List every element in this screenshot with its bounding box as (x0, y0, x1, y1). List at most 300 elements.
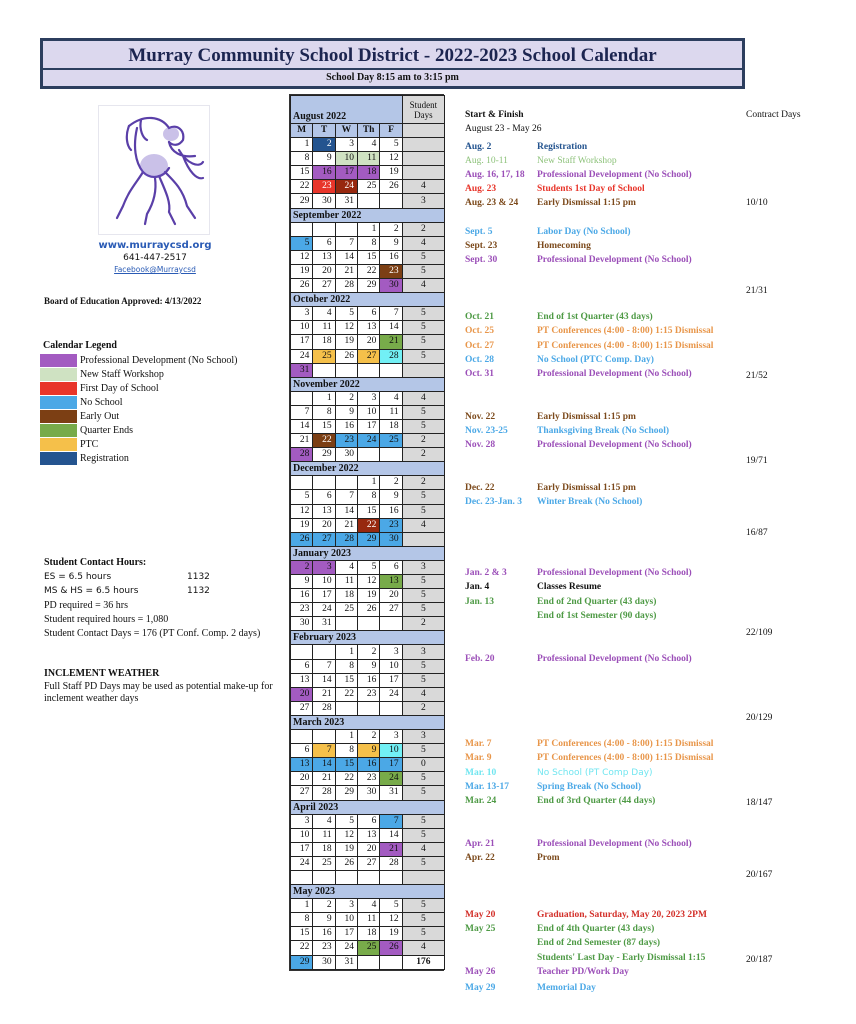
day-cell: 5 (291, 490, 313, 504)
week-row (291, 645, 445, 659)
event-date: Apr. 22 (465, 853, 495, 863)
week-row (291, 518, 445, 532)
event-description: Professional Development (No School) (537, 440, 692, 450)
day-cell: 21 (335, 518, 357, 532)
week-row (291, 307, 445, 321)
event-description: End of 2nd Quarter (43 days) (537, 597, 657, 607)
week-row (291, 222, 445, 236)
day-cell: 19 (291, 264, 313, 278)
day-cell: 9 (357, 659, 379, 673)
student-days-count: 5 (402, 349, 444, 363)
day-cell: 2 (313, 899, 335, 913)
day-cell (313, 363, 335, 377)
day-cell: 15 (291, 927, 313, 941)
week-row (291, 448, 445, 462)
event-item (465, 853, 560, 863)
day-cell: 23 (335, 434, 357, 448)
contract-days-value: 22/109 (746, 628, 773, 638)
event-date: May 25 (465, 924, 496, 934)
event-description: Professional Development (No School) (537, 654, 692, 664)
event-date: Aug. 23 (465, 184, 497, 194)
month-header (291, 546, 445, 560)
event-description: Students 1st Day of School (537, 184, 645, 194)
student-days-count: 5 (402, 659, 444, 673)
student-days-count: 5 (402, 490, 444, 504)
day-cell: 14 (313, 758, 335, 772)
event-date: Nov. 22 (465, 412, 496, 422)
event-item (465, 967, 629, 977)
event-description: Professional Development (No School) (537, 255, 692, 265)
day-cell: 19 (380, 927, 402, 941)
event-description: No School (PTC Comp. Day) (537, 355, 654, 365)
day-cell (380, 617, 402, 631)
event-item (465, 839, 692, 849)
event-date: Aug. 23 & 24 (465, 198, 519, 208)
day-cell: 12 (380, 913, 402, 927)
day-cell: 4 (357, 138, 379, 152)
event-item (465, 440, 692, 450)
day-cell: 7 (313, 744, 335, 758)
day-cell: 24 (380, 687, 402, 701)
day-cell: 30 (380, 532, 402, 546)
student-days-count: 4 (402, 180, 444, 194)
day-cell: 18 (313, 335, 335, 349)
weekday-label: Th (357, 124, 379, 138)
event-date: Oct. 31 (465, 369, 495, 379)
event-date: Oct. 28 (465, 355, 495, 365)
day-cell: 22 (335, 687, 357, 701)
week-row (291, 321, 445, 335)
day-cell: 31 (291, 363, 313, 377)
legend-swatch (40, 368, 77, 381)
event-date: May 20 (465, 910, 496, 920)
day-cell: 5 (335, 814, 357, 828)
event-date: Dec. 22 (465, 483, 495, 493)
month-name: March 2023 (291, 715, 445, 729)
day-cell: 2 (335, 391, 357, 405)
day-cell: 16 (335, 419, 357, 433)
student-days-count: 4 (402, 687, 444, 701)
day-cell: 31 (313, 617, 335, 631)
facebook-link[interactable]: Facebook@Murraycsd (114, 265, 196, 274)
day-cell: 13 (357, 321, 379, 335)
event-item (465, 184, 645, 194)
day-cell: 13 (291, 758, 313, 772)
hours-note: PD required = 36 hrs (44, 599, 128, 611)
week-row (291, 166, 445, 180)
month-header (291, 631, 445, 645)
event-item (465, 938, 660, 948)
event-item (465, 983, 596, 993)
event-item (465, 341, 713, 351)
day-cell: 9 (380, 490, 402, 504)
day-cell: 17 (335, 166, 357, 180)
day-cell: 1 (291, 138, 313, 152)
month-name: November 2022 (291, 377, 445, 391)
day-cell: 9 (357, 744, 379, 758)
weekday-label: T (313, 124, 335, 138)
event-description: Professional Development (No School) (537, 568, 692, 578)
event-item (465, 753, 713, 763)
contract-days-value: 20/187 (746, 955, 773, 965)
week-row (291, 504, 445, 518)
week-row (291, 814, 445, 828)
event-date (465, 953, 537, 963)
day-cell: 30 (380, 279, 402, 293)
week-row (291, 194, 445, 208)
day-cell: 2 (357, 730, 379, 744)
day-cell: 11 (335, 575, 357, 589)
month-name: August 2022 (291, 96, 403, 124)
day-cell: 27 (313, 279, 335, 293)
event-date: Sept. 30 (465, 255, 498, 265)
student-days-count: 4 (402, 279, 444, 293)
student-days-count: 5 (402, 927, 444, 941)
event-item (465, 241, 591, 251)
legend-swatch (40, 396, 77, 409)
day-cell (357, 363, 379, 377)
week-row (291, 899, 445, 913)
contact-info (60, 240, 250, 274)
contract-days-value: 20/167 (746, 870, 773, 880)
legend-label: No School (80, 396, 123, 408)
event-date: Mar. 9 (465, 753, 492, 763)
student-days-count (402, 870, 444, 884)
day-cell: 14 (380, 828, 402, 842)
week-row (291, 250, 445, 264)
week-row (291, 842, 445, 856)
student-days-count: 5 (402, 589, 444, 603)
day-cell: 15 (291, 166, 313, 180)
day-cell (357, 448, 379, 462)
day-cell: 9 (380, 236, 402, 250)
weekday-label: M (291, 124, 313, 138)
contract-days-value: 10/10 (746, 198, 768, 208)
day-cell: 13 (380, 575, 402, 589)
day-cell: 26 (380, 180, 402, 194)
day-cell (335, 363, 357, 377)
event-description: PT Conferences (4:00 - 8:00) 1:15 Dismissal (537, 753, 714, 763)
day-cell: 9 (313, 152, 335, 166)
event-item (465, 412, 636, 422)
day-cell: 13 (357, 828, 379, 842)
day-cell: 28 (335, 532, 357, 546)
student-days-count: 5 (402, 772, 444, 786)
day-cell: 15 (357, 504, 379, 518)
day-cell: 13 (313, 250, 335, 264)
week-row (291, 335, 445, 349)
day-cell: 14 (313, 673, 335, 687)
hours-line: MS & HS = 6.5 hours 1132 (44, 586, 210, 597)
day-cell: 27 (291, 786, 313, 800)
legend-item (40, 437, 237, 451)
legend-item (40, 381, 237, 395)
student-days-count: 5 (402, 899, 444, 913)
day-cell: 20 (380, 589, 402, 603)
student-days-count: 3 (402, 645, 444, 659)
contract-days-value: 18/147 (746, 798, 773, 808)
weather-text: Full Staff PD Days may be used as potential make-up for inclement weather days (44, 680, 273, 704)
day-cell: 20 (313, 518, 335, 532)
event-item (465, 312, 653, 322)
day-cell: 10 (291, 321, 313, 335)
week-row (291, 532, 445, 546)
week-row (291, 236, 445, 250)
week-row (291, 419, 445, 433)
week-row (291, 363, 445, 377)
month-header (291, 208, 445, 222)
day-cell (291, 730, 313, 744)
event-description: Graduation, Saturday, May 20, 2023 2PM (537, 910, 707, 920)
legend-swatch (40, 438, 77, 451)
student-days-count: 5 (402, 814, 444, 828)
day-cell: 22 (335, 772, 357, 786)
weekday-label: W (335, 124, 357, 138)
day-cell: 12 (291, 250, 313, 264)
website-link[interactable]: www.murraycsd.org (98, 240, 212, 251)
day-cell (380, 701, 402, 715)
student-days-count: 5 (402, 504, 444, 518)
event-date: May 26 (465, 967, 496, 977)
month-name: April 2023 (291, 800, 445, 814)
day-cell (335, 476, 357, 490)
day-cell: 24 (357, 434, 379, 448)
legend-item (40, 395, 237, 409)
legend-label: Early Out (80, 410, 120, 422)
day-cell: 4 (380, 391, 402, 405)
inclement-weather (44, 668, 284, 706)
day-cell: 8 (291, 152, 313, 166)
day-cell: 29 (291, 194, 313, 208)
student-days-count: 5 (402, 828, 444, 842)
event-item (465, 654, 692, 664)
event-item (465, 326, 713, 336)
day-cell: 27 (357, 856, 379, 870)
day-cell: 8 (357, 236, 379, 250)
week-row (291, 927, 445, 941)
event-item (465, 142, 587, 152)
event-item (465, 497, 642, 507)
day-cell: 6 (357, 814, 379, 828)
school-year-range: August 23 - May 26 (465, 124, 542, 134)
day-cell: 9 (335, 405, 357, 419)
day-cell: 11 (357, 913, 379, 927)
day-cell: 29 (291, 955, 313, 969)
day-cell (357, 617, 379, 631)
day-cell (291, 870, 313, 884)
day-cell (335, 701, 357, 715)
legend-swatch (40, 424, 77, 437)
hours-line: ES = 6.5 hours 1132 (44, 572, 210, 583)
event-date: Mar. 7 (465, 739, 492, 749)
day-cell: 25 (380, 434, 402, 448)
day-cell: 1 (335, 730, 357, 744)
day-cell: 14 (380, 321, 402, 335)
day-cell: 21 (313, 772, 335, 786)
day-cell: 22 (357, 264, 379, 278)
mustang-icon (99, 106, 211, 236)
day-cell (313, 476, 335, 490)
day-cell: 3 (335, 138, 357, 152)
day-cell: 16 (380, 504, 402, 518)
event-item (465, 369, 692, 379)
student-days-count: 5 (402, 307, 444, 321)
month-name: February 2023 (291, 631, 445, 645)
day-cell: 3 (380, 645, 402, 659)
day-cell: 31 (335, 955, 357, 969)
day-cell (313, 730, 335, 744)
event-item (465, 198, 636, 208)
event-item (465, 768, 653, 778)
day-cell: 20 (357, 335, 379, 349)
event-description: Students' Last Day - Early Dismissal 1:15 (537, 953, 706, 963)
weather-title: INCLEMENT WEATHER (44, 668, 160, 679)
event-description: End of 1st Quarter (43 days) (537, 312, 653, 322)
student-days-count: 2 (402, 476, 444, 490)
legend-item (40, 423, 237, 437)
event-description: Registration (537, 142, 588, 152)
day-cell: 25 (313, 349, 335, 363)
day-cell: 3 (291, 814, 313, 828)
day-cell: 12 (380, 152, 402, 166)
student-days-header: Student Days (402, 96, 444, 124)
week-row (291, 772, 445, 786)
student-days-count: 5 (402, 419, 444, 433)
day-cell: 20 (313, 264, 335, 278)
day-cell: 4 (313, 307, 335, 321)
week-row (291, 659, 445, 673)
week-row (291, 391, 445, 405)
day-cell (291, 645, 313, 659)
day-cell (357, 701, 379, 715)
day-cell: 16 (380, 250, 402, 264)
event-date: Dec. 23-Jan. 3 (465, 497, 522, 507)
student-days-count: 5 (402, 603, 444, 617)
week-row (291, 786, 445, 800)
day-cell: 11 (380, 405, 402, 419)
day-cell: 23 (357, 772, 379, 786)
day-cell: 27 (380, 603, 402, 617)
day-cell: 11 (313, 828, 335, 842)
student-contact-hours (44, 556, 294, 641)
event-date: Apr. 21 (465, 839, 495, 849)
day-cell: 31 (380, 786, 402, 800)
student-days-count (402, 532, 444, 546)
contract-days-value: 21/31 (746, 286, 768, 296)
day-cell: 27 (313, 532, 335, 546)
student-days-count: 5 (402, 575, 444, 589)
day-cell: 1 (335, 645, 357, 659)
event-item (465, 924, 654, 934)
week-row (291, 913, 445, 927)
day-cell: 25 (357, 180, 379, 194)
month-name: December 2022 (291, 462, 445, 476)
month-header (291, 96, 445, 124)
event-date: Aug. 2 (465, 142, 492, 152)
legend-item (40, 367, 237, 381)
phone-number: 641-447-2517 (123, 253, 187, 263)
day-cell: 11 (313, 321, 335, 335)
legend-label: Quarter Ends (80, 424, 134, 436)
event-description: Winter Break (No School) (537, 497, 643, 507)
day-cell: 23 (313, 941, 335, 955)
day-cell: 1 (357, 222, 379, 236)
day-cell: 27 (291, 701, 313, 715)
day-cell: 20 (291, 687, 313, 701)
week-row (291, 870, 445, 884)
hours-note: Student required hours = 1,080 (44, 613, 169, 625)
event-item (465, 568, 692, 578)
event-date (465, 938, 537, 948)
contract-days-heading: Contract Days (746, 110, 801, 120)
day-cell: 14 (335, 504, 357, 518)
week-row (291, 264, 445, 278)
week-row (291, 180, 445, 194)
day-cell: 30 (357, 786, 379, 800)
day-cell: 10 (335, 913, 357, 927)
legend-label: Professional Development (No School) (80, 354, 238, 366)
event-date: Oct. 21 (465, 312, 495, 322)
day-cell (313, 222, 335, 236)
day-cell: 6 (313, 490, 335, 504)
day-cell (380, 448, 402, 462)
month-header (291, 885, 445, 899)
day-cell: 16 (313, 927, 335, 941)
day-cell: 31 (335, 194, 357, 208)
day-cell (380, 870, 402, 884)
day-cell: 28 (380, 856, 402, 870)
day-cell: 3 (335, 899, 357, 913)
events-heading: Start & Finish (465, 110, 524, 120)
hours-title: Student Contact Hours: (44, 557, 147, 568)
day-cell: 10 (380, 744, 402, 758)
day-cell: 3 (313, 560, 335, 574)
day-cell: 8 (357, 490, 379, 504)
day-cell: 3 (357, 391, 379, 405)
day-cell: 12 (335, 321, 357, 335)
student-days-count: 5 (402, 264, 444, 278)
week-row (291, 434, 445, 448)
week-row (291, 279, 445, 293)
event-description: Early Dismissal 1:15 pm (537, 483, 636, 493)
day-cell: 8 (335, 744, 357, 758)
total-student-days: 176 (402, 955, 444, 969)
event-date: Sept. 5 (465, 227, 493, 237)
day-cell: 10 (313, 575, 335, 589)
day-cell: 14 (291, 419, 313, 433)
day-cell: 7 (380, 814, 402, 828)
day-cell (357, 955, 379, 969)
month-header (291, 462, 445, 476)
day-cell: 26 (291, 279, 313, 293)
weekday-header (291, 124, 445, 138)
legend-swatch (40, 410, 77, 423)
day-cell (291, 222, 313, 236)
contract-days-value: 21/52 (746, 371, 768, 381)
day-cell: 28 (313, 701, 335, 715)
week-row (291, 941, 445, 955)
day-cell: 28 (335, 279, 357, 293)
day-cell: 18 (380, 419, 402, 433)
event-date: Jan. 13 (465, 597, 495, 607)
day-cell: 15 (313, 419, 335, 433)
day-cell: 29 (357, 532, 379, 546)
event-description: End of 2nd Semester (87 days) (537, 938, 661, 948)
week-row (291, 828, 445, 842)
event-item (465, 597, 656, 607)
month-header (291, 293, 445, 307)
school-day-hours: School Day 8:15 am to 3:15 pm (326, 72, 459, 83)
